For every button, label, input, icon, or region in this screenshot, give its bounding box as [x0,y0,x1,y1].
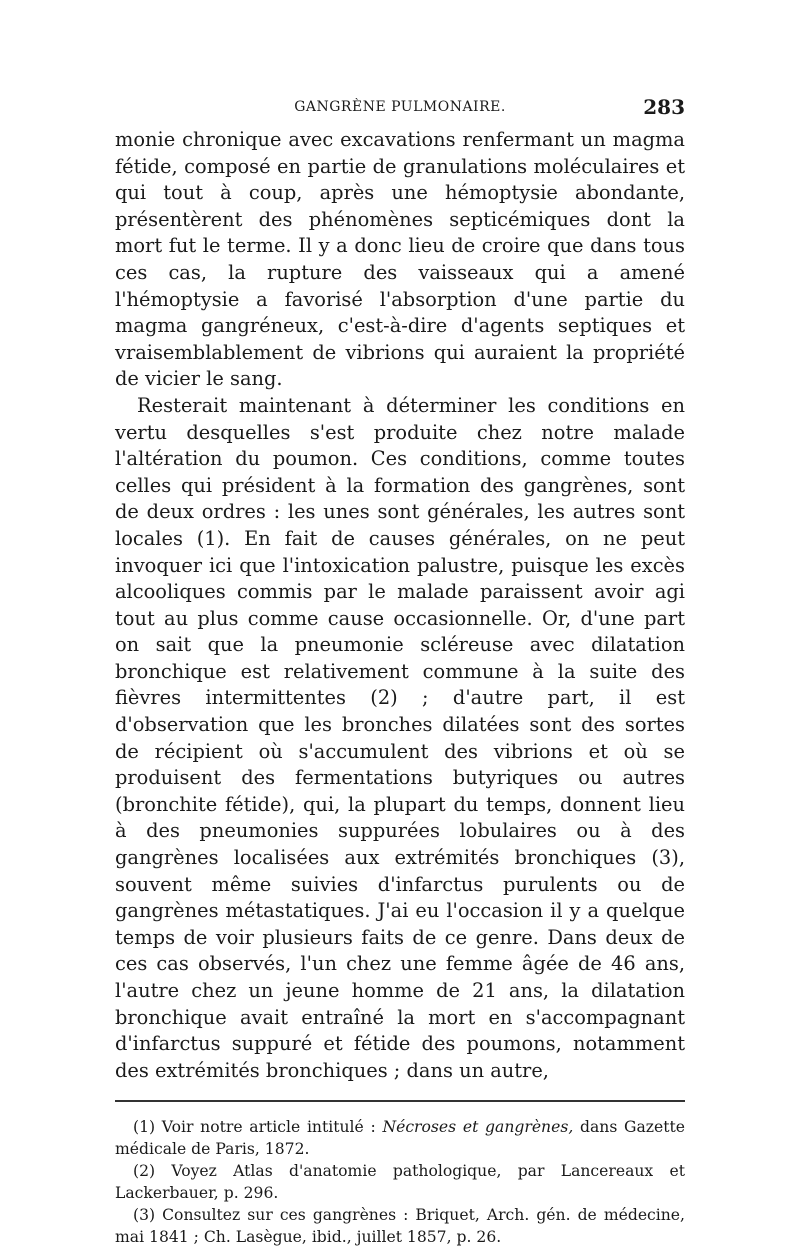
footnote-2: (2) Voyez Atlas d'anatomie pathologique, par Lancereaux et Lackerbauer, p. 296. [115,1162,685,1203]
footnote-1 [115,1116,685,1160]
running-title: GANGRÈNE PULMONAIRE. [294,99,506,115]
page-number: 283 [643,95,685,119]
footnote-3: (3) Consultez sur ces gangrènes : Briquet, Arch. gén. de médecine, mai 1841 ; Ch. Lasègue, ibid., juillet 1857, p. 26. [115,1206,685,1247]
footnote-1-text: (1) Voir notre article intitulé : [133,1118,383,1137]
page-header [115,95,685,127]
footnotes [115,1116,685,1248]
book-page [115,95,685,1248]
footnote-divider [115,1100,685,1102]
footnote-1-source: dans Gazette médicale de Paris, 1872. [115,1118,685,1159]
body-text [115,127,685,1084]
paragraph-2: Resterait maintenant à déterminer les conditions en vertu desquelles s'est produite chez notre malade l'altération du poumon. Ces conditions, comme toutes celles qui président à la formation des gangrènes, sont de deux ordres : les unes sont générales, les autres sont locales (1). En fait de causes générales, on ne peut invoquer ici que l'intoxication palustre, puisque les excès alcooliques commis par le malade paraissent avoir agi tout au plus comme cause occasionnelle. Or, d'une part on sait que la pneumonie scléreuse avec dilatation bronchique est relativement commune à la suite des fièvres intermittentes (2) ; d'autre part, il est d'observation que les bronches dilatées sont des sortes de récipient où s'accumulent des vibrions et où se produisent des fermentations butyriques ou autres (bronchite fétide), qui, la plupart du temps, donnent lieu à des pneumonies suppurées lobulaires ou à des gangrènes localisées aux extrémités bronchiques (3), souvent même suivies d'infarctus purulents ou de gangrènes métastatiques. J'ai eu l'occasion il y a quelque temps de voir plusieurs faits de ce genre. Dans deux de ces cas observés, l'un chez une femme âgée de 46 ans, l'autre chez un jeune homme de 21 ans, la dilatation bronchique avait entraîné la mort en s'accompagnant d'infarctus suppuré et fétide des poumons, notamment des extrémités bronchiques ; dans un autre, [115,393,685,1082]
paragraph-1: monie chronique avec excavations renfermant un magma fétide, composé en partie de granulations moléculaires et qui tout à coup, après une hémoptysie abondante, présentèrent des phénomènes septicémiques dont la mort fut le terme. Il y a donc lieu de croire que dans tous ces cas, la rupture des vaisseaux qui a amené l'hémoptysie a favorisé l'absorption d'une partie du magma gangréneux, c'est-à-dire d'agents septiques et vraisemblablement de vibrions qui auraient la propriété de vicier le sang. [115,128,685,391]
footnote-1-article-title: Nécroses et gangrènes, [382,1118,574,1137]
